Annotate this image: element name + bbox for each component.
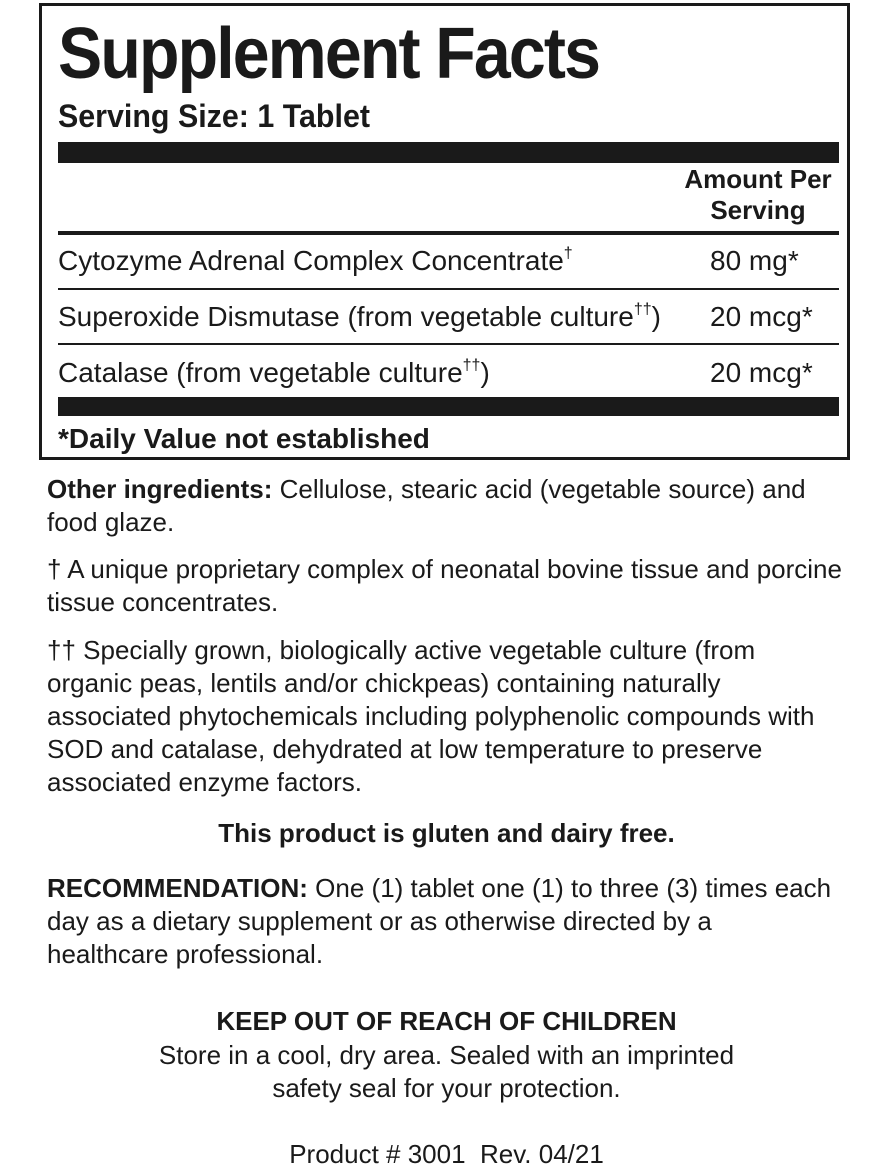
ingredient-row-amount: 20 mcg*: [710, 357, 813, 388]
ingredient-row-name: Superoxide Dismutase (from vegetable culture††): [58, 300, 661, 332]
row-divider: [58, 343, 839, 345]
product-number: Product # 3001 Rev. 04/21: [289, 1139, 604, 1169]
storage-line-1: Store in a cool, dry area. Sealed with an imprinted: [158, 1040, 735, 1070]
footnote-single-dagger: † A unique proprietary complex of neonatal bovine tissue and porcine tissue concentrates.: [47, 554, 842, 617]
daily-value-note: *Daily Value not established: [58, 423, 430, 454]
ingredient-row-name: Catalase (from vegetable culture††): [58, 356, 490, 388]
amount-per-serving-header: Amount Per Serving: [684, 164, 832, 225]
other-ingredients: [47, 473, 847, 539]
recommendation: [47, 872, 837, 971]
serving-size: Serving Size: 1 Tablet: [58, 98, 370, 134]
ingredient-row-name: Cytozyme Adrenal Complex Concentrate†: [58, 244, 573, 276]
top-thick-divider: [58, 142, 839, 163]
gluten-dairy-statement: This product is gluten and dairy free.: [218, 818, 675, 848]
other-ingredients-text: Cellulose, stearic acid (vegetable source) and food glaze.: [47, 474, 806, 537]
supplement-facts-panel: [39, 3, 850, 460]
recommendation-label: RECOMMENDATION:: [47, 873, 308, 903]
other-ingredients-label: Other ingredients:: [47, 474, 273, 504]
bottom-thick-divider: [58, 397, 839, 416]
ingredient-row-amount: 20 mcg*: [710, 301, 813, 332]
recommendation-text: One (1) tablet one (1) to three (3) times each day as a dietary supplement or as otherwise directed by a healthcare professional.: [47, 873, 832, 969]
row-divider: [58, 288, 839, 290]
footnote-double-dagger: †† Specially grown, biologically active vegetable culture (from organic peas, lentils and/or chickpeas) containing naturally associated phytochemicals including polyphenolic compounds with SOD and catalase, dehydrated at low temperature to preserve associated enzyme factors.: [47, 635, 815, 797]
warning-heading: KEEP OUT OF REACH OF CHILDREN: [216, 1006, 677, 1036]
storage-line-2: safety seal for your protection.: [272, 1073, 621, 1103]
ingredient-row-amount: 80 mg*: [710, 245, 799, 276]
header-divider: [58, 231, 839, 235]
facts-title: Supplement Facts: [58, 14, 600, 94]
